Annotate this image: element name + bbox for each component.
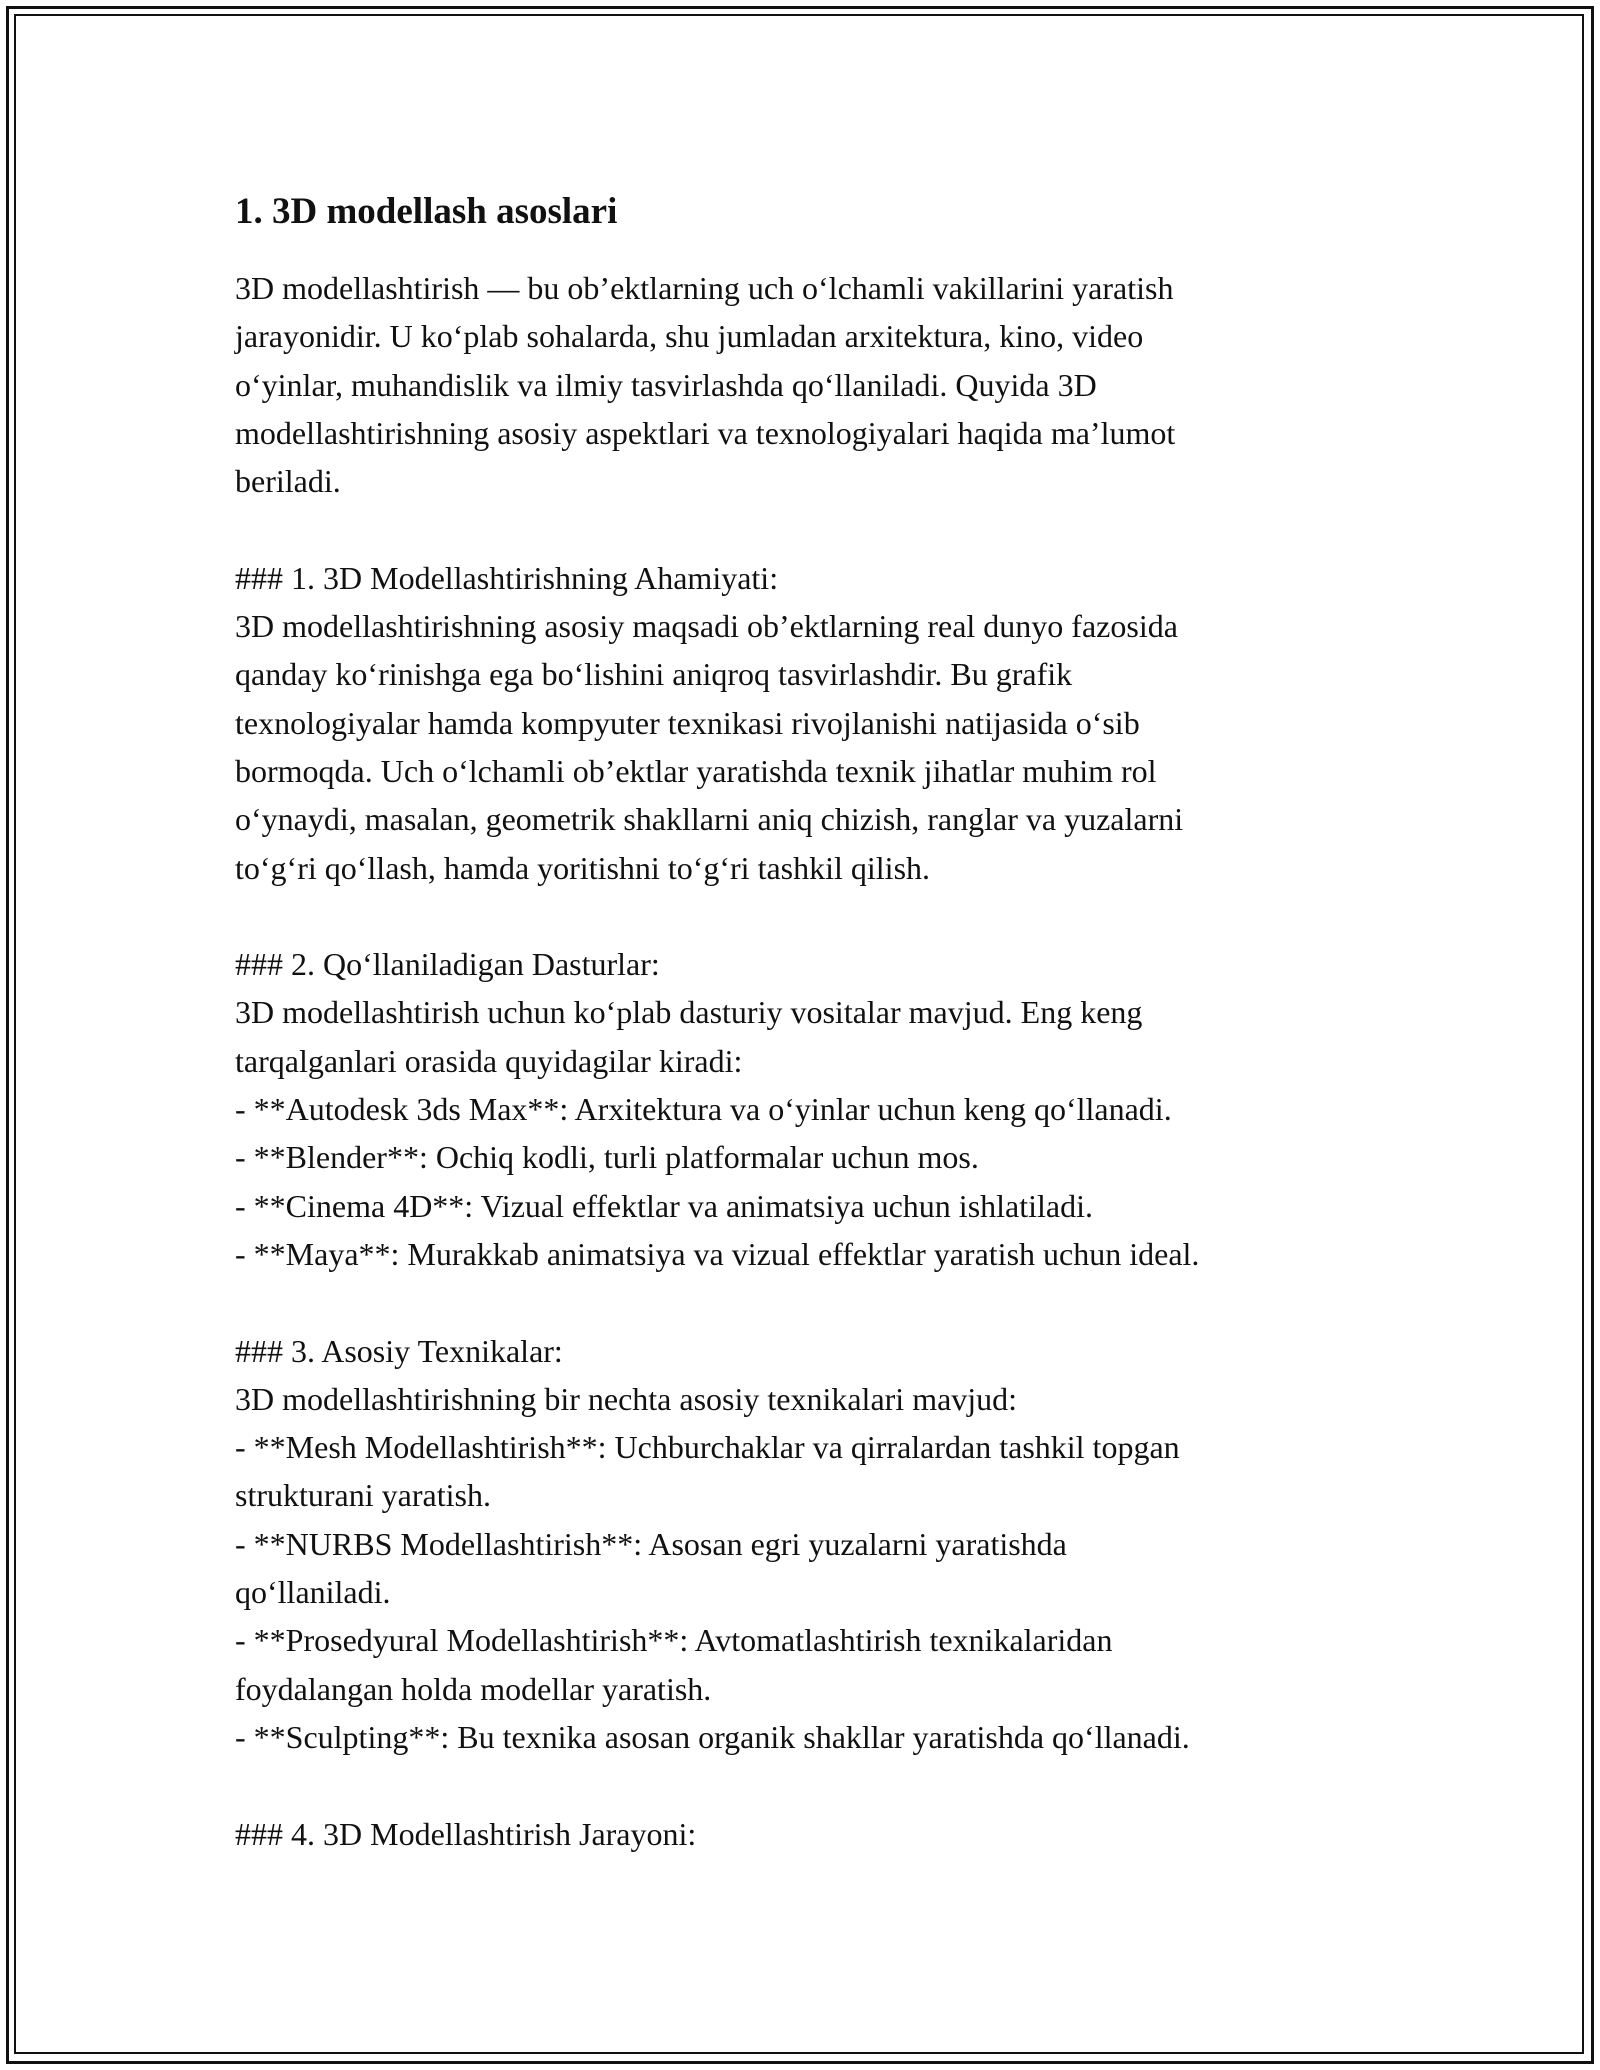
section-heading: ### 4. 3D Modellashtirish Jarayoni: (235, 1815, 697, 1852)
body-text-line: modellashtirishning asosiy aspektlari va texnologiyalari haqida ma’lumot (235, 414, 1176, 451)
body-text-line: 3D modellashtirishning bir nechta asosiy texnikalari mavjud: (235, 1380, 1018, 1417)
list-item: - **Sculpting**: Bu texnika asosan organik shakllar yaratishda qo‘llanadi. (235, 1718, 1190, 1755)
list-item: - **NURBS Modellashtirish**: Asosan egri yuzalarni yaratishda (235, 1525, 1067, 1562)
document-title: 1. 3D modellash asoslari (235, 191, 618, 232)
list-item: - **Blender**: Ochiq kodli, turli platformalar uchun mos. (235, 1139, 979, 1176)
section-heading: ### 2. Qo‘llaniladigan Dasturlar: (235, 946, 660, 983)
body-text-line: to‘g‘ri qo‘llash, hamda yoritishni to‘g‘ri tashkil qilish. (235, 849, 931, 886)
list-item: - **Prosedyural Modellashtirish**: Avtomatlashtirish texnikalaridan (235, 1622, 1113, 1659)
document-content (235, 188, 1385, 1858)
body-text-line: jarayonidir. U ko‘plab sohalarda, shu jumladan arxitektura, kino, video (235, 318, 1144, 355)
body-text-line: qanday ko‘rinishga ega bo‘lishini aniqroq tasvirlashdir. Bu grafik (235, 656, 1073, 693)
blank-line (235, 1278, 1385, 1326)
body-text-line: texnologiyalar hamda kompyuter texnikasi rivojlanishi natijasida o‘sib (235, 704, 1140, 741)
list-item: - **Cinema 4D**: Vizual effektlar va animatsiya uchun ishlatiladi. (235, 1187, 1093, 1224)
body-text-line: o‘yinlar, muhandislik va ilmiy tasvirlashda qo‘llaniladi. Quyida 3D (235, 366, 1097, 403)
body-text-line: strukturani yaratish. (235, 1477, 491, 1514)
document-body (235, 264, 1385, 1858)
body-text-line: 3D modellashtirish — bu ob’ektlarning uch o‘lchamli vakillarini yaratish (235, 270, 1174, 306)
body-text-line: tarqalganlari orasida quyidagilar kiradi: (235, 1042, 743, 1079)
list-item: - **Maya**: Murakkab animatsiya va vizual effektlar yaratish uchun ideal. (235, 1235, 1200, 1272)
blank-line (235, 892, 1385, 940)
body-text-line: 3D modellashtirishning asosiy maqsadi ob’ektlarning real dunyo fazosida (235, 608, 1178, 645)
body-text-line: beriladi. (235, 463, 341, 500)
list-item: - **Autodesk 3ds Max**: Arxitektura va o‘yinlar uchun keng qo‘llanadi. (235, 1091, 1172, 1128)
body-text-line: o‘ynaydi, masalan, geometrik shakllarni aniq chizish, ranglar va yuzalarni (235, 801, 1184, 838)
body-text-line: qo‘llaniladi. (235, 1574, 391, 1611)
body-text-line: foydalangan holda modellar yaratish. (235, 1670, 712, 1707)
body-text-line: bormoqda. Uch o‘lchamli ob’ektlar yaratishda texnik jihatlar muhim rol (235, 752, 1157, 789)
blank-line (235, 505, 1385, 553)
blank-line (235, 1761, 1385, 1809)
section-heading: ### 3. Asosiy Texnikalar: (235, 1332, 563, 1369)
section-heading: ### 1. 3D Modellashtirishning Ahamiyati: (235, 559, 779, 596)
body-text-line: 3D modellashtirish uchun ko‘plab dasturiy vositalar mavjud. Eng keng (235, 994, 1143, 1031)
list-item: - **Mesh Modellashtirish**: Uchburchaklar va qirralardan tashkil topgan (235, 1429, 1180, 1466)
